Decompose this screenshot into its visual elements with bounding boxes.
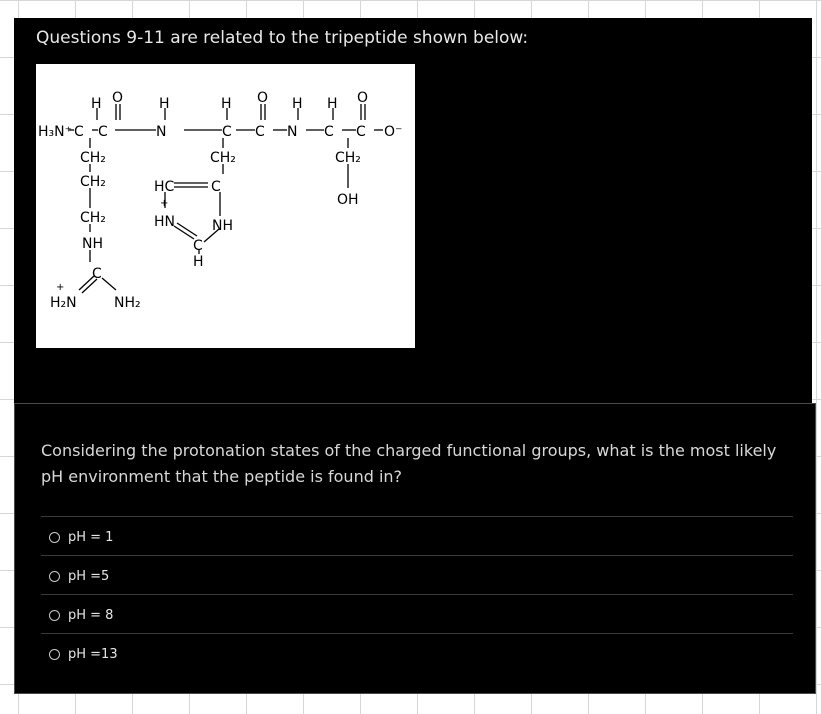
option-label: pH = 8 <box>68 607 114 623</box>
question-header-panel <box>14 18 812 403</box>
radio-icon[interactable] <box>49 649 60 660</box>
amide-n-2-label: N <box>287 124 298 140</box>
option-ph-1[interactable] <box>49 527 113 547</box>
divider <box>41 516 793 517</box>
option-label: pH =5 <box>68 568 110 584</box>
arg-ch2-2-label: CH₂ <box>80 174 106 190</box>
divider <box>41 633 793 634</box>
carbonyl-o-2-label: O <box>257 90 269 106</box>
ser-ch2-label: CH₂ <box>335 150 361 166</box>
arg-guanidino-c-label: C <box>92 266 102 282</box>
arg-nh-label: NH <box>82 236 103 252</box>
his-hc-label: HC <box>154 179 175 195</box>
n-terminus-label: H₃N⁺ <box>38 124 73 140</box>
arg-h2n-label: H₂N <box>50 295 77 311</box>
tripeptide-structure-figure <box>36 64 415 348</box>
alpha-c-1-label: C <box>74 124 84 140</box>
radio-icon[interactable] <box>49 571 60 582</box>
arg-ch2-1-label: CH₂ <box>80 150 106 166</box>
carbonyl-c-3-label: C <box>356 124 366 140</box>
alpha-h-2-label: H <box>221 96 232 112</box>
radio-icon[interactable] <box>49 610 60 621</box>
option-label: pH =13 <box>68 646 118 662</box>
tripeptide-structure-diagram <box>36 64 415 348</box>
his-ring-c2-label: C <box>193 238 203 254</box>
his-ch2-label: CH₂ <box>210 150 236 166</box>
radio-icon[interactable] <box>49 532 60 543</box>
arg-nh2-label: NH₂ <box>114 295 141 311</box>
alpha-c-2-label: C <box>222 124 232 140</box>
ser-oh-label: OH <box>337 192 359 208</box>
c-terminus-label: O⁻ <box>384 124 403 140</box>
amide-h-2-label: H <box>292 96 303 112</box>
divider <box>41 555 793 556</box>
divider <box>41 594 793 595</box>
alpha-c-3-label: C <box>324 124 334 140</box>
carbonyl-o-3-label: O <box>357 90 369 106</box>
his-hn-plus-label: HN <box>154 214 175 230</box>
carbonyl-o-1-label: O <box>112 90 124 106</box>
amide-h-1-label: H <box>159 96 170 112</box>
his-ring-h-label: H <box>193 254 204 270</box>
option-ph-5[interactable] <box>49 566 109 586</box>
alpha-h-3-label: H <box>327 96 338 112</box>
option-label: pH = 1 <box>68 529 114 545</box>
carbonyl-c-2-label: C <box>255 124 265 140</box>
arg-ch2-3-label: CH₂ <box>80 210 106 226</box>
his-ring-c-label: C <box>211 179 221 195</box>
arg-plus-charge: + <box>56 282 65 293</box>
question-text: Considering the protonation states of the charged functional groups, what is the most likely pH environment that the peptide is found in? <box>41 441 777 486</box>
option-ph-8[interactable] <box>49 605 113 625</box>
carbonyl-c-1-label: C <box>98 124 108 140</box>
question-panel <box>14 403 816 694</box>
alpha-h-1-label: H <box>91 96 102 112</box>
question-header: Questions 9-11 are related to the tripeptide shown below: <box>36 28 529 48</box>
amide-n-1-label: N <box>156 124 167 140</box>
his-ring-nh-label: NH <box>212 218 233 234</box>
option-ph-13[interactable] <box>49 644 118 664</box>
his-plus-charge: + <box>160 198 169 209</box>
